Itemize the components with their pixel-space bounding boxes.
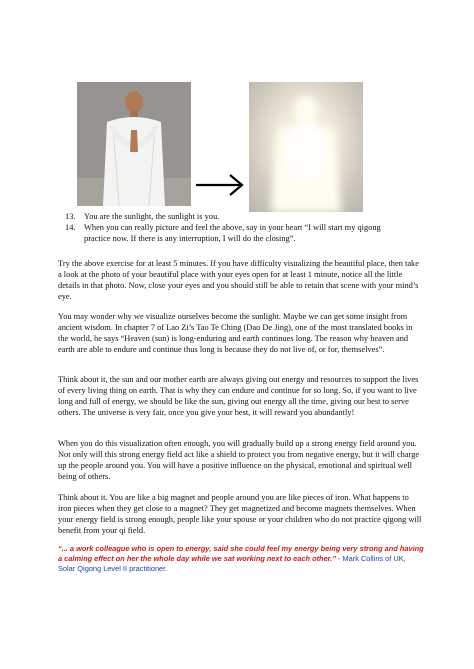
paragraph-exercise-duration: Try the above exercise for at least 5 minutes. If you have difficulty visualizing the beautiful place, then take a look at the photo of your beautiful place with your eyes open for at least 1 minute, notice all the little details in that photo. Now, close your eyes and you should still be able to retain that scene with your mind’s eye. <box>58 259 419 301</box>
list-item-number: 13. <box>65 212 76 221</box>
testimonial-attribution: - Mark Collins of UK, Solar Qigong Level II practitioner. <box>58 554 406 573</box>
paragraph-ancient-wisdom: You may wonder why we visualize ourselves become the sunlight. Maybe we can get some insight from ancient wisdom. In chapter 7 of Lao Zi’s Tao Te Ching (Dao De Jing), one of the most translated books in the world, he says “Heaven (sun) is long-enduring and earth continues long. The reason why heaven and earth are able to endure and continue thus long is because they do not live of, or for, themselves”. <box>58 312 413 354</box>
list-item <box>65 222 395 244</box>
list-item-text: You are the sunlight, the sunlight is you. <box>84 212 220 221</box>
glowing-figure <box>249 82 363 212</box>
meditating-man-photo <box>77 82 191 206</box>
paragraph-magnet-analogy: Think about it. You are like a big magnet and people around you are like pieces of iron. What happens to iron pieces when they get close to a magnet? They get magnetized and become magnets themselves. When your energy field is strong enough, people like your spouse or your children who do not practice qigong will benefit from your qi field. <box>58 493 422 535</box>
testimonial-text: “... a work colleague who is open to energy, said she could feel my energy being very strong and having a calming effect on her the whole day while we sat working next to each other.” <box>58 544 424 563</box>
sunlight-figure-photo <box>249 82 363 212</box>
paragraph-sun-and-earth: Think about it, the sun and our mother earth are always giving out energy and resources to support the lives of every living thing on earth. That is why they can endure and continue for so long. So, if you want to live long and full of energy, we should be like the sun, giving out energy all the time, giving our best to serve others. The universe is very fair, once you give your best, it will reward you abundantly! <box>58 375 419 417</box>
right-arrow-icon <box>194 172 246 198</box>
numbered-step-list <box>65 211 395 244</box>
meditating-man-figure <box>77 82 191 206</box>
paragraph-energy-field: When you do this visualization often enough, you will gradually build up a strong energy field around you. Not only will this strong energy field act like a shield to protect you from negative energy, but it will charge up the people around you. You will have a positive influence on the physical, emotional and spiritual well being of others. <box>58 439 420 481</box>
testimonial-quote <box>58 544 424 574</box>
list-item-text: When you can really picture and feel the above, say in your heart “I will start my qigong practice now. If there is any interruption, I will do the closing”. <box>84 223 381 243</box>
list-item <box>65 211 395 222</box>
list-item-number: 14. <box>65 223 76 232</box>
